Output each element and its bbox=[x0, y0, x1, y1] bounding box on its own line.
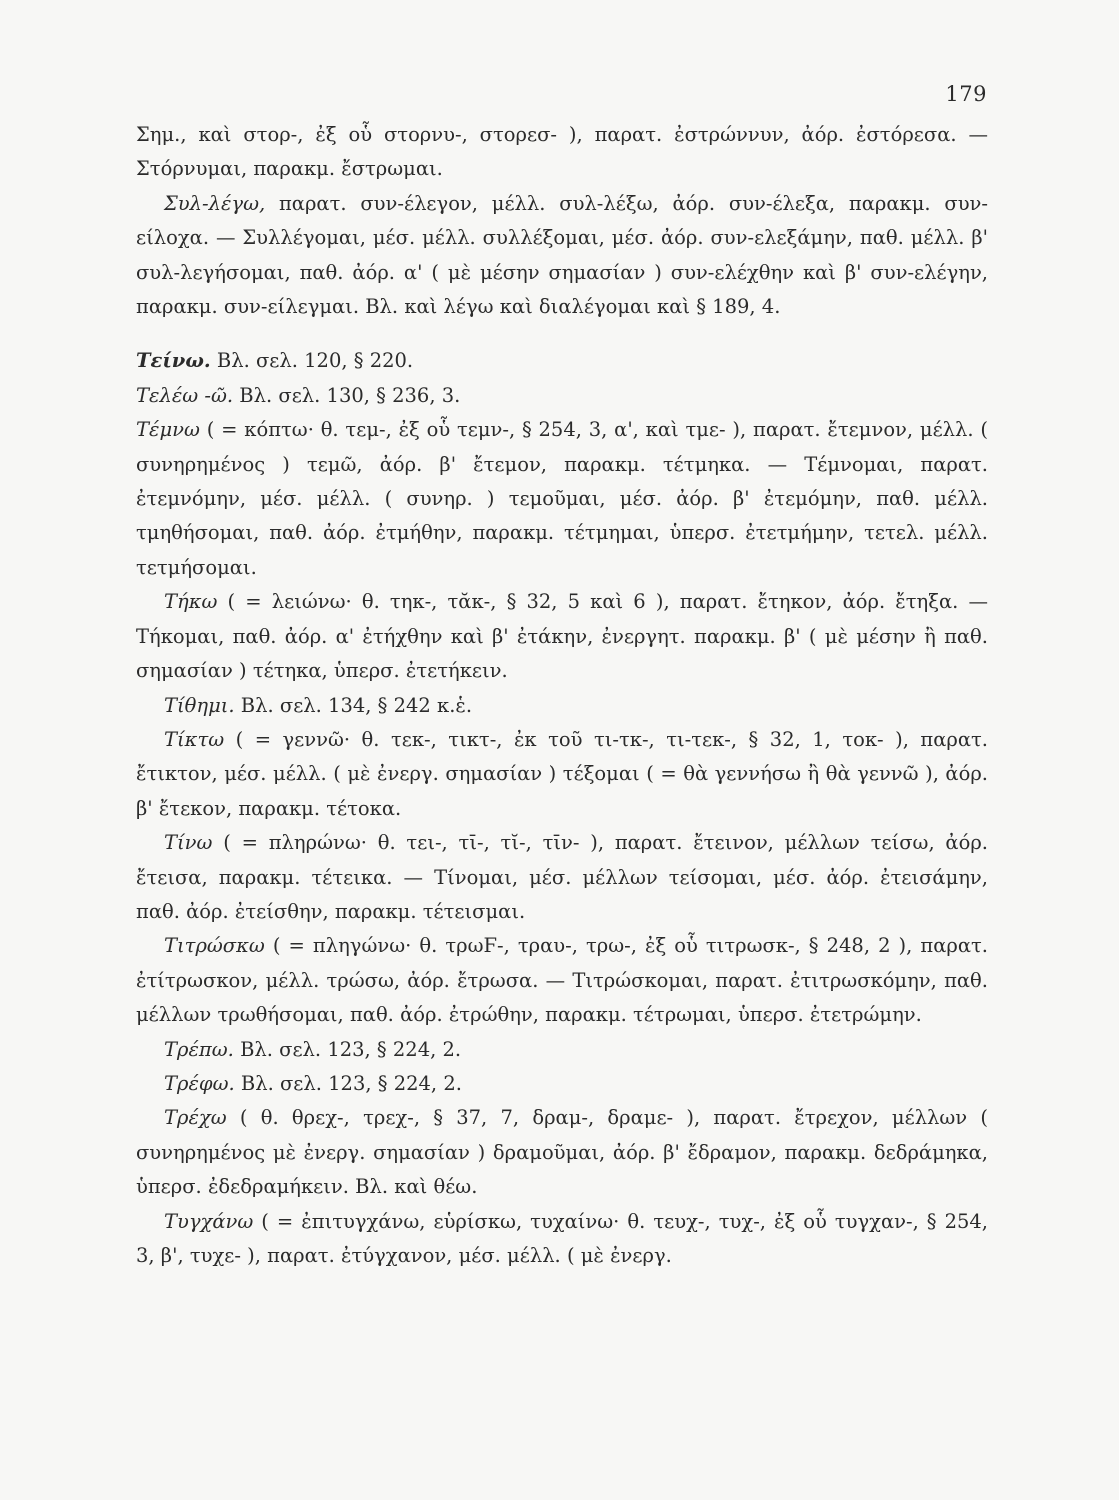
entry-lemma: Τίνω bbox=[164, 831, 213, 855]
entry-text: Βλ. σελ. 130, § 236, 3. bbox=[239, 383, 461, 407]
entry-tithemi bbox=[136, 689, 988, 723]
entry-lemma: Τέμνω bbox=[136, 418, 200, 442]
page-number: 179 bbox=[945, 82, 987, 106]
entry-text: Βλ. σελ. 134, § 242 κ.ἑ. bbox=[240, 693, 473, 717]
entry-text: ( = κόπτω· θ. τεμ-, ἐξ οὗ τεμν-, § 254, 3, α', καὶ τμε- ), παρατ. ἔτεμνον, μέλλ. ( συνηρημένος ) τεμῶ, ἀόρ. β' ἔτεμον, παρακμ. τέτμηκα. — Τέμνομαι, παρατ. ἐτεμνόμην, μέσ. μέλλ. ( συνηρ. ) τεμοῦμαι, μέσ. ἀόρ. β' ἐτεμόμην, παθ. μέλλ. τμηθήσομαι, παθ. ἀόρ. ἐτμήθην, παρακμ. τέτμημαι, ὑπερσ. ἐτετμήμην, τετελ. μέλλ. τετμήσομαι. bbox=[136, 418, 989, 579]
entry-lemma: Τείνω. bbox=[136, 349, 211, 373]
entry-text: ( = γεννῶ· θ. τεκ-, τικτ-, ἐκ τοῦ τι-τκ-, τι-τεκ-, § 32, 1, τοκ- ), παρατ. ἔτικτον, μέσ. μέλλ. ( μὲ ἐνεργ. σημασίαν ) τέξομαι ( = θὰ γεννήσω ἢ θὰ γεννῶ ), ἀόρ. β' ἔτεκον, παρακμ. τέτοκα. bbox=[136, 727, 989, 820]
entry-syllego bbox=[136, 187, 988, 325]
entry-lemma: Τρέχω bbox=[164, 1106, 227, 1130]
entry-text: Βλ. σελ. 123, § 224, 2. bbox=[240, 1071, 462, 1095]
entry-stornymi-continuation bbox=[136, 118, 988, 187]
entry-text: Σημ., καὶ στορ-, ἐξ οὗ στορνυ-, στορεσ- ), παρατ. ἐστρώννυν, ἀόρ. ἐστόρεσα. — Στόρνυμαι, παρακμ. ἔστρωμαι. bbox=[136, 123, 988, 181]
entry-text: ( = πληρώνω· θ. τει-, τῑ-, τῐ-, τῑν- ), παρατ. ἔτεινον, μέλλων τείσω, ἀόρ. ἔτεισα, παρακμ. τέτεικα. — Τίνομαι, μέσ. μέλλων τείσομαι, μέσ. ἀόρ. ἐτεισάμην, παθ. ἀόρ. ἐτείσθην, παρακμ. τέτεισμαι. bbox=[136, 831, 988, 923]
entry-lemma: Τρέφω. bbox=[164, 1071, 235, 1095]
dictionary-text bbox=[136, 118, 988, 1273]
entry-text: Βλ. σελ. 120, § 220. bbox=[216, 349, 414, 373]
entry-lemma: Τίθημι. bbox=[164, 693, 235, 717]
entry-lemma: Τυγχάνω bbox=[164, 1209, 254, 1233]
entry-text: ( = λειώνω· θ. τηκ-, τᾰκ-, § 32, 5 καὶ 6 ), παρατ. ἔτηκον, ἀόρ. ἔτηξα. — Τήκομαι, παθ. ἀόρ. α' ἐτήχθην καὶ β' ἐτάκην, ἐνεργητ. παρακμ. β' ( μὲ μέσην ἢ παθ. σημασίαν ) τέτηκα, ὑπερσ. ἐτετήκειν. bbox=[136, 590, 988, 683]
entry-text: Βλ. σελ. 123, § 224, 2. bbox=[240, 1037, 462, 1061]
entry-trepho bbox=[136, 1067, 988, 1101]
entry-lemma: Τρέπω. bbox=[164, 1037, 234, 1061]
entry-lemma: Τιτρώσκω bbox=[164, 934, 265, 958]
entry-lemma: Τίκτω bbox=[164, 727, 225, 751]
entry-teleo bbox=[136, 379, 988, 413]
entry-temno bbox=[136, 413, 988, 585]
entry-teko bbox=[136, 585, 988, 688]
entry-tynchano bbox=[136, 1205, 988, 1274]
entry-tikto bbox=[136, 723, 988, 826]
entry-lemma: Τελέω -ῶ. bbox=[136, 383, 234, 407]
entry-trepo bbox=[136, 1033, 988, 1067]
entry-teino bbox=[136, 344, 988, 378]
entry-titrosko bbox=[136, 929, 988, 1032]
entry-lemma: Τήκω bbox=[164, 590, 218, 614]
entry-text: ( = πληγώνω· θ. τρωϜ-, τραυ-, τρω-, ἐξ οὗ τιτρωσκ-, § 248, 2 ), παρατ. ἐτίτρωσκον, μέλλ. τρώσω, ἀόρ. ἔτρωσα. — Τιτρώσκομαι, παρατ. ἐτιτρωσκόμην, παθ. μέλλων τρωθήσομαι, παθ. ἀόρ. ἐτρώθην, παρακμ. τέτρωμαι, ὑπερσ. ἐτετρώμην. bbox=[136, 934, 989, 1027]
entry-trecho bbox=[136, 1101, 988, 1204]
entry-text: ( θ. θρεχ-, τρεχ-, § 37, 7, δραμ-, δραμε- ), παρατ. ἔτρεχον, μέλλων ( συνηρημένος μὲ ἐνεργ. σημασίαν ) δραμοῦμαι, ἀόρ. β' ἔδραμον, παρακμ. δεδράμηκα, ὑπερσ. ἐδεδραμήκειν. Βλ. καὶ θέω. bbox=[136, 1106, 989, 1199]
entry-lemma: Συλ-λέγω, bbox=[164, 191, 266, 215]
entry-tino bbox=[136, 826, 988, 929]
entry-text: ( = ἐπιτυγχάνω, εὑρίσκω, τυχαίνω· θ. τευχ-, τυχ-, ἐξ οὗ τυγχαν-, § 254, 3, β', τυχε- ), παρατ. ἐτύγχανον, μέσ. μέλλ. ( μὲ ἐνεργ. bbox=[136, 1209, 988, 1267]
entry-text: παρατ. συν-έλεγον, μέλλ. συλ-λέξω, ἀόρ. συν-έλεξα, παρακμ. συν-είλοχα. — Συλλέγομαι, μέσ. μέλλ. συλλέξομαι, μέσ. ἀόρ. συν-ελεξάμην, παθ. μέλλ. β' συλ-λεγήσομαι, παθ. ἀόρ. α' ( μὲ μέσην σημασίαν ) συν-ελέχθην καὶ β' συν-ελέγην, παρακμ. συν-είλεγμαι. Βλ. καὶ λέγω καὶ διαλέγομαι καὶ § 189, 4. bbox=[136, 191, 988, 319]
